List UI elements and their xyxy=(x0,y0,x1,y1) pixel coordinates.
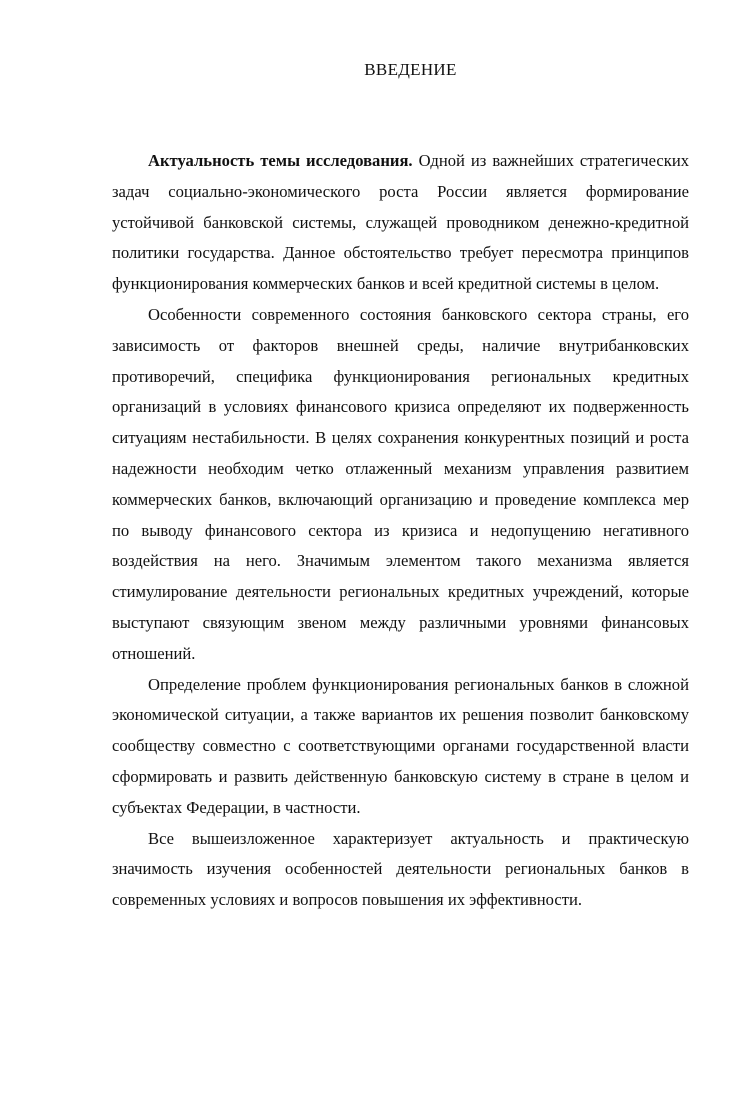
paragraph-banking-sector: Особенности современного состояния банковского сектора страны, его зависимость от факторов внешней среды, наличие внутрибанковских противоречий, специфика функционирования региональных кредитных организаций в условиях финансового кризиса определяют их подверженность ситуациям нестабильности. В целях сохранения конкурентных позиций и роста надежности необходим четко отлаженный механизм управления развитием коммерческих банков, включающий организацию и проведение комплекса мер по выводу финансового сектора из кризиса и недопущению негативного воздействия на него. Значимым элементом такого механизма является стимулирование деятельности региональных кредитных учреждений, которые выступают связующим звеном между различными уровнями финансовых отношений. xyxy=(112,304,689,663)
page-title: ВВЕДЕНИЕ xyxy=(364,60,457,79)
paragraph-conclusion: Все вышеизложенное характеризует актуальность и практическую значимость изучения особенностей деятельности региональных банков в современных условиях и вопросов повышения их эффективности. xyxy=(112,828,689,910)
paragraph-text: Одной из важнейших стратегических задач социально-экономического роста России является формирование устойчивой банковской системы, служащей проводником денежно-кредитной политики государства. Данное обстоятельство требует пересмотра принципов функционирования коммерческих банков и всей кредитной системы в целом. xyxy=(112,151,689,294)
paragraph-lead: Актуальность темы исследования. xyxy=(148,151,413,170)
document-body xyxy=(112,146,689,916)
paragraph-problems: Определение проблем функционирования региональных банков в сложной экономической ситуации, а также вариантов их решения позволит банковскому сообществу совместно с соответствующими органами государственной власти сформировать и развить действенную банковскую систему в стране в целом и субъектах Федерации, в частности. xyxy=(112,674,689,817)
paragraph-relevance xyxy=(112,146,689,300)
